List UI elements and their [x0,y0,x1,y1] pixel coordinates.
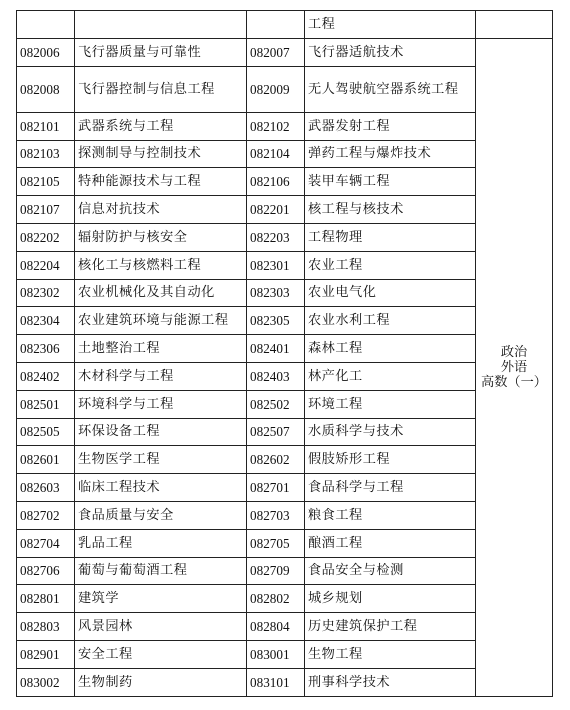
major-name-cell: 探测制导与控制技术 [75,140,247,168]
major-code-cell: 082302 [17,279,75,307]
major-code-cell: 082301 [247,251,305,279]
major-name-cell: 生物工程 [305,640,476,668]
major-code-cell: 082201 [247,196,305,224]
table-row [17,613,553,641]
major-code-cell: 082204 [17,251,75,279]
major-name-cell: 特种能源技术与工程 [75,168,247,196]
table-row [17,251,553,279]
table-row [17,390,553,418]
exam-subject-1: 政治 [500,344,528,360]
major-code-cell: 082803 [17,613,75,641]
major-code-cell: 082305 [247,307,305,335]
major-code-cell: 082403 [247,362,305,390]
exam-subject-2: 外语 [500,359,528,375]
major-name-cell: 飞行器质量与可靠性 [75,39,247,67]
major-code-cell: 082603 [17,474,75,502]
major-code-cell: 083002 [17,668,75,696]
major-name-cell: 农业机械化及其自动化 [75,279,247,307]
major-code-cell: 082709 [247,557,305,585]
table-row [17,362,553,390]
major-code-cell: 082102 [247,112,305,140]
major-code-cell: 082703 [247,501,305,529]
major-name-cell: 信息对抗技术 [75,196,247,224]
major-code-cell: 082304 [17,307,75,335]
major-code-cell: 082303 [247,279,305,307]
major-code-cell: 082502 [247,390,305,418]
major-code-cell: 082306 [17,335,75,363]
major-code-cell: 082701 [247,474,305,502]
major-name-cell [75,11,247,39]
major-code-cell: 082901 [17,640,75,668]
major-name-cell: 乳品工程 [75,529,247,557]
major-code-cell: 082006 [17,39,75,67]
major-name-cell: 环境工程 [305,390,476,418]
major-code-cell: 082702 [17,501,75,529]
major-name-cell: 风景园林 [75,613,247,641]
major-code-cell: 082505 [17,418,75,446]
table-row [17,446,553,474]
major-code-cell: 082104 [247,140,305,168]
major-name-cell: 食品安全与检测 [305,557,476,585]
major-name-cell: 历史建筑保护工程 [305,613,476,641]
major-name-cell: 生物制药 [75,668,247,696]
major-name-cell: 假肢矫形工程 [305,446,476,474]
code-cell [247,11,305,39]
major-name-cell: 食品科学与工程 [305,474,476,502]
major-code-cell: 082802 [247,585,305,613]
major-name-cell: 武器发射工程 [305,112,476,140]
table-row [17,640,553,668]
code-cell [17,11,75,39]
major-name-cell: 工程物理 [305,223,476,251]
major-table [16,10,553,697]
major-name-cell: 安全工程 [75,640,247,668]
table-row [17,335,553,363]
major-code-cell: 082107 [17,196,75,224]
major-name-cell: 刑事科学技术 [305,668,476,696]
table-row [17,140,553,168]
major-code-cell: 082704 [17,529,75,557]
major-name-cell: 粮食工程 [305,501,476,529]
table-row [17,418,553,446]
table-row [17,112,553,140]
table-row [17,585,553,613]
major-name-cell: 弹药工程与爆炸技术 [305,140,476,168]
major-name-cell: 酿酒工程 [305,529,476,557]
major-name-cell: 武器系统与工程 [75,112,247,140]
major-code-cell: 082203 [247,223,305,251]
table-row [17,66,553,112]
table-row [17,196,553,224]
major-code-cell: 082105 [17,168,75,196]
major-code-cell: 082801 [17,585,75,613]
major-code-cell: 082008 [17,66,75,112]
major-name-cell: 林产化工 [305,362,476,390]
major-code-cell: 082601 [17,446,75,474]
major-name-cell: 土地整治工程 [75,335,247,363]
table-row [17,474,553,502]
major-code-cell: 082009 [247,66,305,112]
major-code-cell: 082706 [17,557,75,585]
major-code-cell: 083101 [247,668,305,696]
major-name-cell: 葡萄与葡萄酒工程 [75,557,247,585]
table-row [17,557,553,585]
major-code-cell: 082007 [247,39,305,67]
major-name-cell: 城乡规划 [305,585,476,613]
major-name-cell: 无人驾驶航空器系统工程 [305,66,476,112]
major-code-cell: 082402 [17,362,75,390]
major-name-cell: 环保设备工程 [75,418,247,446]
table-row [17,223,553,251]
major-code-cell: 082501 [17,390,75,418]
table-row [17,168,553,196]
major-name-cell: 飞行器适航技术 [305,39,476,67]
major-name-cell: 装甲车辆工程 [305,168,476,196]
major-name-cell: 生物医学工程 [75,446,247,474]
major-name-cell: 水质科学与技术 [305,418,476,446]
major-code-cell: 082103 [17,140,75,168]
major-code-cell: 082106 [247,168,305,196]
major-name-cell: 飞行器控制与信息工程 [75,66,247,112]
table-row [17,279,553,307]
major-name-cell: 木材科学与工程 [75,362,247,390]
major-name-cell: 农业水利工程 [305,307,476,335]
major-code-cell: 082705 [247,529,305,557]
major-name-cell: 辐射防护与核安全 [75,223,247,251]
major-code-cell: 082401 [247,335,305,363]
major-name-cell: 临床工程技术 [75,474,247,502]
major-code-cell: 082804 [247,613,305,641]
major-code-cell: 082101 [17,112,75,140]
major-code-cell: 083001 [247,640,305,668]
table-row [17,529,553,557]
major-code-cell: 082202 [17,223,75,251]
major-name-cell: 农业工程 [305,251,476,279]
table-row [17,307,553,335]
major-code-cell: 082602 [247,446,305,474]
exam-subject-3: 高数（一） [481,374,547,390]
table-row [17,11,553,39]
major-name-cell: 建筑学 [75,585,247,613]
major-name-cell: 核工程与核技术 [305,196,476,224]
table-row [17,668,553,696]
major-code-cell: 082507 [247,418,305,446]
major-name-cell: 农业电气化 [305,279,476,307]
major-name-cell: 森林工程 [305,335,476,363]
table-row [17,501,553,529]
major-name-cell: 工程 [305,11,476,39]
major-name-cell: 食品质量与安全 [75,501,247,529]
exam-subjects-cell-top [476,11,553,39]
exam-subjects-cell [476,39,553,697]
table-row [17,39,553,67]
major-name-cell: 核化工与核燃料工程 [75,251,247,279]
major-name-cell: 农业建筑环境与能源工程 [75,307,247,335]
major-name-cell: 环境科学与工程 [75,390,247,418]
